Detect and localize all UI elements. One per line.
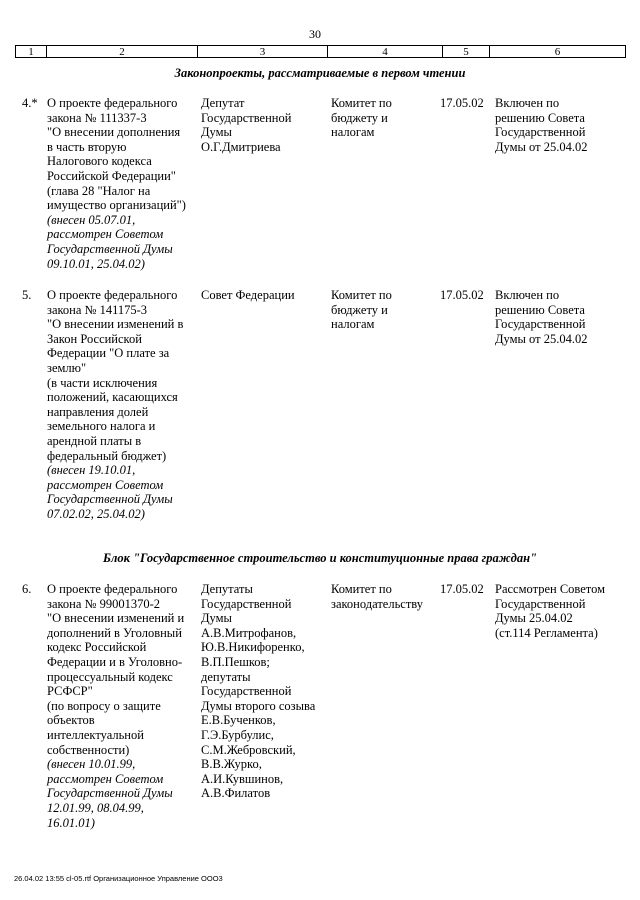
page-number: 30: [309, 27, 321, 41]
column-number-3: 3: [198, 46, 328, 57]
column-number-2: 2: [47, 46, 198, 57]
bill-description: О проекте федерального закона № 99001370-2 "О внесении изменений и дополнений в Уголовный кодекс Российской Федерации и в Уголовно- процессуальный кодекс РСФСР" (по вопросу о защите объектов интеллектуальной собственности) (внесен 10.01.99, рассмотрен Советом Государственной Думы 12.01.99, 08.04.99, 16.01.01): [47, 582, 185, 830]
document-footer: 26.04.02 13:55 cl-05.rtf Организационное Управление ООО3: [14, 874, 223, 883]
column-number-1: 1: [16, 46, 47, 57]
bill-author: Депутаты Государственной Думы А.В.Митрофанов, Ю.В.Никифоренко, В.П.Пешков; депутаты Государственной Думы второго созыва Е.В.Бученков, Г.Э.Бурбулис, С.М.Жебровский, В.В.Журко, А.И.Кувшинов, А.В.Филатов: [201, 582, 316, 801]
review-date: 17.05.02: [440, 288, 484, 302]
review-date: 17.05.02: [440, 582, 484, 596]
section-heading-first-reading: Законопроекты, рассматриваемые в первом чтении: [174, 66, 466, 80]
review-date: 17.05.02: [440, 96, 484, 110]
inclusion-status: Включен по решению Совета Государственной Думы от 25.04.02: [495, 288, 588, 346]
bill-description: О проекте федерального закона № 111337-3 "О внесении дополнения в часть вторую Налогового кодекса Российской Федерации" (глава 28 "Налог на имущество организаций") (внесен 05.07.01, рассмотрен Советом Государственной Думы 09.10.01, 25.04.02): [47, 96, 186, 271]
column-number-5: 5: [443, 46, 490, 57]
responsible-committee: Комитет по бюджету и налогам: [331, 96, 392, 140]
column-number-4: 4: [328, 46, 443, 57]
row-number: 4.*: [22, 96, 38, 110]
inclusion-status: Включен по решению Совета Государственной Думы от 25.04.02: [495, 96, 588, 154]
responsible-committee: Комитет по бюджету и налогам: [331, 288, 392, 332]
section-heading-state-building: Блок "Государственное строительство и конституционные права граждан": [103, 551, 537, 565]
bill-author: Депутат Государственной Думы О.Г.Дмитриева: [201, 96, 292, 154]
bill-description: О проекте федерального закона № 141175-3 "О внесении изменений в Закон Российской Федерации "О плате за землю" (в части исключения положений, касающихся направления долей земельного налога и арендной платы в федеральный бюджет) (внесен 19.10.01, рассмотрен Советом Государственной Думы 07.02.02, 25.04.02): [47, 288, 184, 521]
bill-history-note: (внесен 10.01.99, рассмотрен Советом Государственной Думы 12.01.99, 08.04.99, 16.01.01): [47, 757, 173, 830]
bill-history-note: (внесен 05.07.01, рассмотрен Советом Государственной Думы 09.10.01, 25.04.02): [47, 212, 173, 271]
bill-history-note: (внесен 19.10.01, рассмотрен Советом Государственной Думы 07.02.02, 25.04.02): [47, 463, 173, 521]
column-number-header: [15, 45, 626, 58]
row-number: 6.: [22, 582, 32, 596]
column-number-6: 6: [554, 46, 561, 58]
responsible-committee: Комитет по законодательству: [331, 582, 424, 611]
inclusion-status: Рассмотрен Советом Государственной Думы 25.04.02 (ст.114 Регламента): [495, 582, 606, 640]
row-number: 5.: [22, 288, 32, 302]
bill-author: Совет Федерации: [201, 288, 295, 302]
